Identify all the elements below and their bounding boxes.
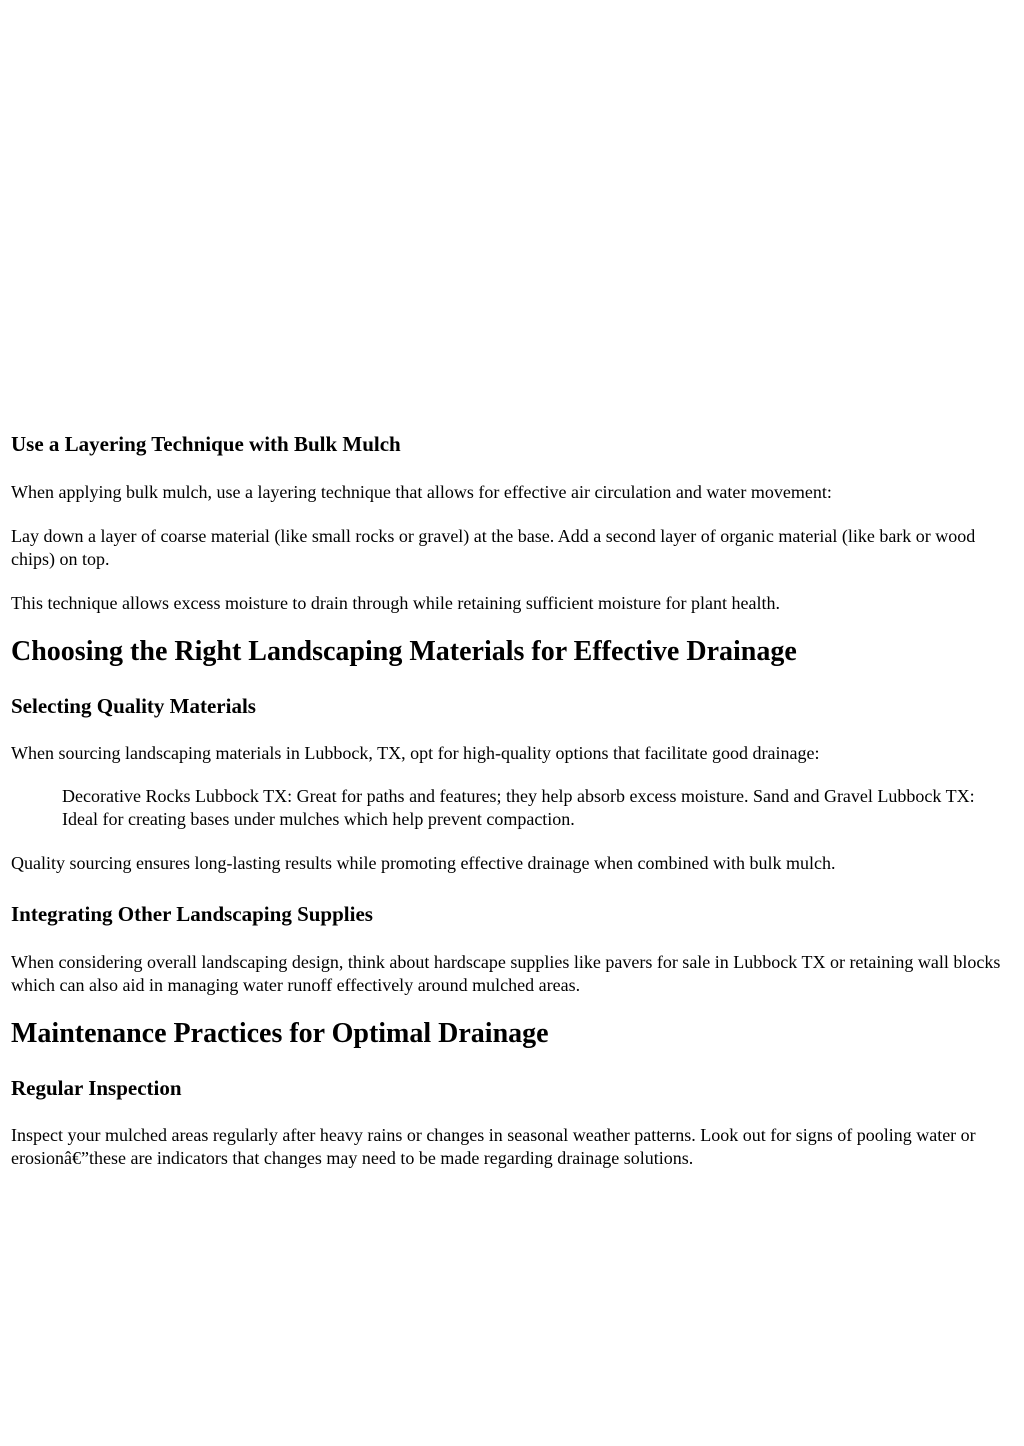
quality-intro: When sourcing landscaping materials in Lubbock, TX, opt for high-quality options that facilitate good drainage: xyxy=(11,743,820,763)
quality-heading: Selecting Quality Materials xyxy=(11,694,256,718)
layering-heading: Use a Layering Technique with Bulk Mulch xyxy=(11,432,401,456)
article-content xyxy=(11,430,1011,1170)
integrating-paragraph: When considering overall landscaping design, think about hardscape supplies like pavers for sale in Lubbock TX or retaining wall blocks which can also aid in managing water runoff effectively around mulched areas. xyxy=(11,952,1001,995)
inspection-heading: Regular Inspection xyxy=(11,1076,182,1100)
materials-heading: Choosing the Right Landscaping Materials for Effective Drainage xyxy=(11,636,797,667)
layering-paragraph-1: When applying bulk mulch, use a layering technique that allows for effective air circulation and water movement: xyxy=(11,482,832,502)
layering-paragraph-3: This technique allows excess moisture to drain through while retaining sufficient moisture for plant health. xyxy=(11,593,780,613)
maintenance-heading: Maintenance Practices for Optimal Drainage xyxy=(11,1018,549,1049)
quality-outro: Quality sourcing ensures long-lasting results while promoting effective drainage when combined with bulk mulch. xyxy=(11,853,836,873)
blank-image-area xyxy=(0,0,1024,420)
layering-paragraph-2: Lay down a layer of coarse material (like small rocks or gravel) at the base. Add a second layer of organic material (like bark or wood chips) on top. xyxy=(11,526,976,569)
materials-list-item: Decorative Rocks Lubbock TX: Great for paths and features; they help absorb excess moisture. Sand and Gravel Lubbock TX: Ideal for creating bases under mulches which help prevent compaction. xyxy=(62,786,975,829)
integrating-heading: Integrating Other Landscaping Supplies xyxy=(11,902,373,926)
inspection-paragraph: Inspect your mulched areas regularly after heavy rains or changes in seasonal weather patterns. Look out for signs of pooling water or erosionâ€”these are indicators that changes may need to be made regarding drainage solutions. xyxy=(11,1125,976,1168)
